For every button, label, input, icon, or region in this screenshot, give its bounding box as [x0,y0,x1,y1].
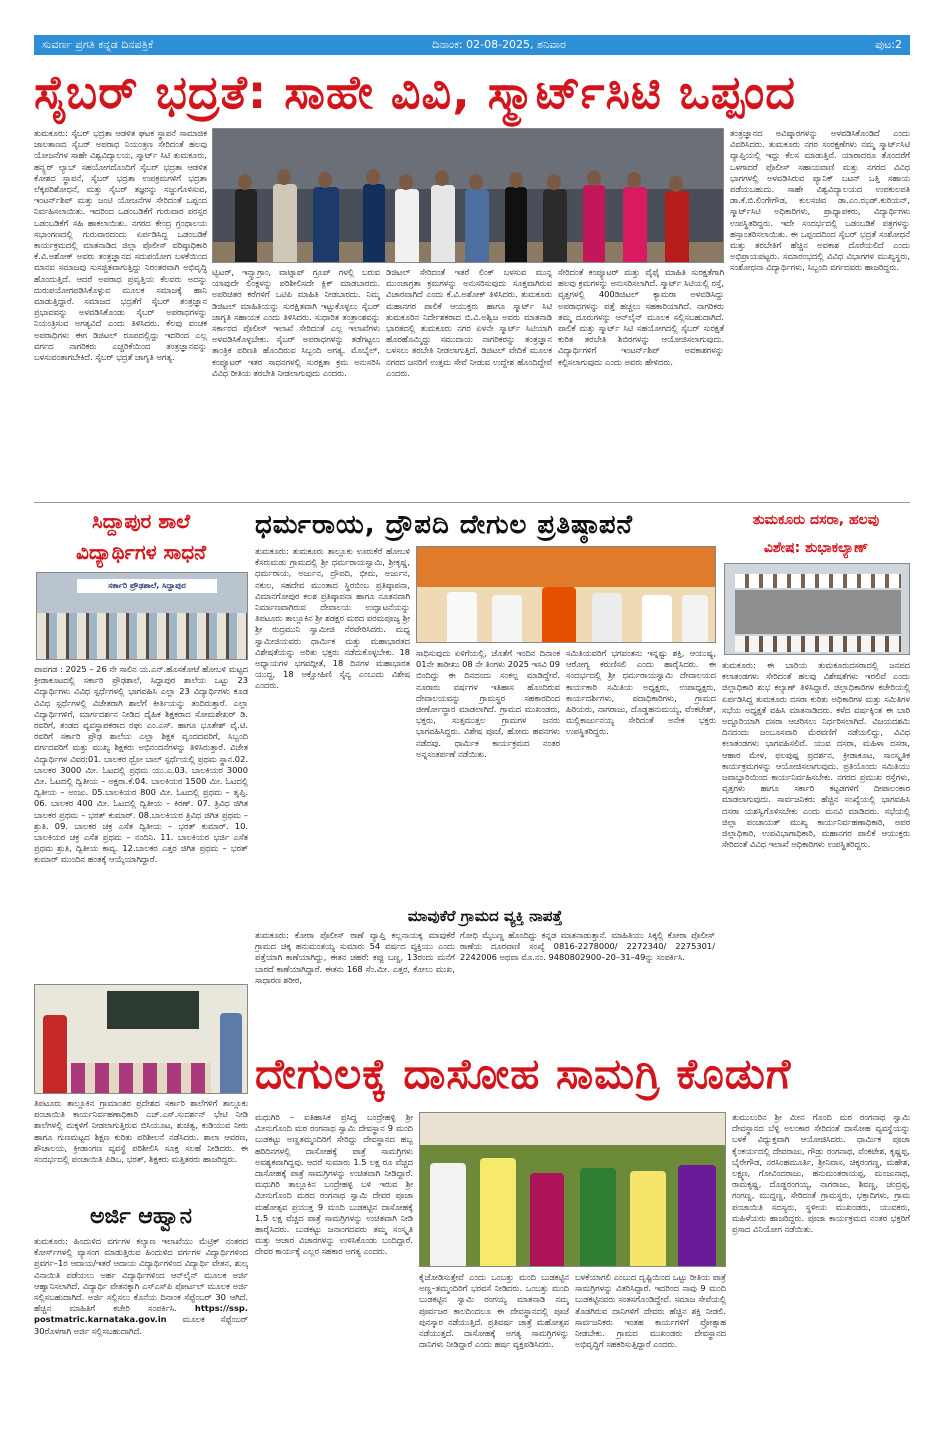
story1-col5: ತಂತ್ರಜ್ಞಾನದ ಅವಿಷ್ಕಾರಗಳನ್ನು ಅಳವಡಿಸಿಕೊಂಡಿದೆ ಎಂದು ವಿವರಿಸಿದರು. ತುಮಕೂರು ನಗರ ಸಂರಕ್ಷಣೆಗಳು ನಮ್ಮ ಸ್ಮಾರ್ಟ್‌ಸಿಟಿ ವ್ಯಾಪ್ತಿಯಲ್ಲಿ ಇದ್ದು ಕೆಲಸ ಮಾಡುತ್ತಿವೆ. ಯಾರಾದರೂ ತೊಂದರೆಗೆ ಒಳಗಾದರೆ ಪೊಲೀಸ್ ಸಹಾಯವಾಣಿ ಮತ್ತು ನಗರದ ವಿವಿಧ ಭಾಗಗಳಲ್ಲಿ ಅಳವಡಿಸಿರುವ ಪ್ಯಾನಿಕ್ ಬಟನ್ ಒತ್ತಿ ಸಹಾಯ ಪಡೆಯಬಹುದು. ಸಾಹೇ ವಿಶ್ವವಿದ್ಯಾಲಯದ ಉಪಕುಲಪತಿ ಡಾ.ಕೆ.ಬಿ.ಲಿಂಗೇಗೌಡ, ಕುಲಸಚಿವ ಡಾ.ಎಂ.ಝಡ್.ಕುರಿಯನ್, ಸ್ಮಾರ್ಟ್‌ಸಿಟಿ ಅಧಿಕಾರಿಗಳು, ಪ್ರಾಧ್ಯಾಪಕರು, ವಿದ್ಯಾರ್ಥಿಗಳು ಉಪಸ್ಥಿತರಿದ್ದರು. ಇದೇ ಸಂದರ್ಭದಲ್ಲಿ ಒಡಂಬಡಿಕೆ ಪತ್ರಗಳನ್ನು ಹಸ್ತಾಂತರಿಸಲಾಯಿತು. ಈ ಒಪ್ಪಂದದಿಂದ ಸೈಬರ್ ಭದ್ರತೆ ಸಂಶೋಧನೆ ಮತ್ತು ತರಬೇತಿಗೆ ಹೆಚ್ಚಿನ ಅವಕಾಶ ದೊರೆಯಲಿದೆ ಎಂದು ಅಭಿಪ್ರಾಯಪಟ್ಟರು. ಸಮಾರಂಭದಲ್ಲಿ ವಿವಿಧ ವಿಭಾಗಗಳ ಮುಖ್ಯಸ್ಥರು, ಸಂಶೋಧನಾ ವಿದ್ಯಾರ್ಥಿಗಳು, ಸಿಬ್ಬಂದಿ ವರ್ಗದವರು ಹಾಜರಿದ್ದರು. [730,128,910,273]
story6-photo [419,1112,726,1267]
story6-col4: ತುಮುಲುರಿನ ಶ್ರೀ ಮೀನ ಗೊಂದಿ ಮಠ ರಂಗನಾಥ ಸ್ವಾಮಿ ದೇವಸ್ಥಾನದ ಬೆಳ್ಳಿ ಅಲಂಕಾರ ಸೇರಿದಂತೆ ದಾಸೋಹ ವ್ಯವಸ್ಥೆಯನ್ನು ಬಳಕೆ ವಿಧ್ಯುಕ್ತವಾಗಿ ಆಯೋಜಿಸಿದರು. ಧಾರ್ಮಿಕ ಪೂಜಾ ಕೈಂಕರ್ಯದಲ್ಲಿ ದೇವರಾಜು, ಗೌಡ್ರು ರಂಗನಾಥ, ವೆಂಕಟೇಶ, ಕೃಷ್ಣಪ್ಪ, ಬೈರೇಗೌಡ, ನರಸಿಂಹಮೂರ್ತಿ, ಶ್ರೀನಿವಾಸ, ಚಿಕ್ಕರಂಗಣ್ಣ, ಮಹೇಶ, ಲಕ್ಷ್ಮಣ, ಗೋವಿಂದರಾಜು, ಹನುಮಂತರಾಯಪ್ಪ, ಮಂಜುನಾಥ, ರಾಮಕೃಷ್ಣ, ದೊಡ್ಡರಂಗಯ್ಯ, ನಾಗರಾಜು, ಶಿವಣ್ಣ, ಚಂದ್ರಪ್ಪ, ಗಂಗಣ್ಣ, ಮುದ್ದಣ್ಣ, ಸೇರಿದಂತೆ ಗ್ರಾಮಸ್ಥರು, ಭಕ್ತಾದಿಗಳು, ಗ್ರಾಮ ಪಂಚಾಯಿತಿ ಸದಸ್ಯರು, ಸ್ಥಳೀಯ ಮುಖಂಡರು, ಯುವಕರು, ಮಹಿಳೆಯರು ಹಾಜರಿದ್ದರು. ಪೂಜಾ ಕಾರ್ಯಕ್ರಮದ ನಂತರ ಭಕ್ತರಿಗೆ ಪ್ರಸಾದ ವಿನಿಯೋಗ ನಡೆಯಿತು. [732,1112,910,1235]
story7-body: ತಿಪಟೂರು ತಾಲ್ಲೂಕಿನ ಗ್ರಾಮಾಂತರ ಪ್ರದೇಶದ ಸರ್ಕಾರಿ ಶಾಲೆಗಳಿಗೆ ತಾಲ್ಲೂಕು ಪಂಚಾಯಿತಿ ಕಾರ್ಯನಿರ್ವಹಣಾಧಿಕಾರಿ ಎಚ್.ಎಸ್.ಸುದರ್ಶನ್ ಭೇಟಿ ನೀಡಿ ಶಾಲೆಗಳಲ್ಲಿ ಮಕ್ಕಳಿಗೆ ನೀಡಲಾಗುತ್ತಿರುವ ಬಿಸಿಯೂಟ, ಶುಚಿತ್ವ, ಕುಡಿಯುವ ನೀರು ಹಾಗೂ ಗುಣಮಟ್ಟದ ಶಿಕ್ಷಣ ಕುರಿತು ಪರಿಶೀಲನೆ ನಡೆಸಿದರು. ಶಾಲಾ ಆವರಣ, ಶೌಚಾಲಯ, ಕ್ರೀಡಾಂಗಣ ವ್ಯವಸ್ಥೆ ಪರಿಶೀಲಿಸಿ ಸೂಕ್ತ ಸಲಹೆ ನೀಡಿದರು. ಈ ಸಂದರ್ಭದಲ್ಲಿ ಪಂಚಾಯಿತಿ ಪಿಡಿಒ, ಭರತ್, ಶಿಕ್ಷಕರು ಮತ್ತಿತರರು ಹಾಜರಿದ್ದರು. [34,1098,248,1165]
story2-headline-line2: ವಿದ್ಯಾರ್ಥಿಗಳ ಸಾಧನೆ [75,540,207,564]
story3-col1: ತುಮಕೂರು: ತುಮಕೂರು ತಾಲ್ಲೂಕು ಊರುಕೆರೆ ಹೋಬಳಿ ಕೆಸರುಮಡು ಗ್ರಾಮದಲ್ಲಿ ಶ್ರೀ ಧರ್ಮರಾಯಸ್ವಾಮಿ, ಶ್ರೀಕೃಷ್ಣ, ಧರ್ಮರಾಯ, ಅರ್ಜುನ, ದ್ರೌಪದಿ, ಭೀಮ, ಅರ್ಜುನ, ನಕುಲ, ಸಹದೇವ ಮುಂತಾದ ಸ್ಥಿರಬಿಂಬ ಪ್ರತಿಷ್ಠಾಪನಾ, ವಿಮಾನಗೋಪುರ ಕಲಶ ಪ್ರತಿಷ್ಠಾಪನಾ ಹಾಗೂ ನೂತನವಾಗಿ ನಿರ್ಮಾಣವಾಗಿರುವ ದೇವಾಲಯ ಉದ್ಘಾಟನೆಯನ್ನು ತಿಪಟೂರು ತಾಲ್ಲೂಕಿನ ಶ್ರೀ ಶಡಕ್ಷರ ಮಠದ ಪರಮಪೂಜ್ಯ ಶ್ರೀ ಶ್ರೀ ರುದ್ರಮುನಿ ಸ್ವಾಮೀಜಿ ನೆರವೇರಿಸಿದರು. ಮಧ್ಯ ಸ್ವಾಮೀಜಿಯವರು ಧಾರ್ಮಿಕ ಮತ್ತು ಮಹಾಭಾರತದ ವಿಶೇಷತೆಯನ್ನು ಅರಿತು ಭಕ್ತರು ನಡೆದುಕೊಳ್ಳಬೇಕು. 18 ಅಧ್ಯಾಯಗಳ ಭಗವದ್ಗೀತೆ, 18 ದಿನಗಳ ಮಹಾಭಾರತ ಯುದ್ಧ, 18 ಅಕ್ಷೋಹಿಣಿ ಸೈನ್ಯ ಎಂಬುದು ವಿಶೇಷ ಎಂದರು. [255,546,410,691]
story8-text: ತುಮಕೂರು: ಹಿಂದುಳಿದ ವರ್ಗಗಳ ಕಲ್ಯಾಣ ಇಲಾಖೆಯು ಮೆಟ್ರಿಕ್ ನಂತರದ ಕೋರ್ಸ್‌ಗಳಲ್ಲಿ ವ್ಯಾಸಂಗ ಮಾಡುತ್ತಿರುವ ಹಿಂದುಳಿದ ವರ್ಗಗಳ ವಿದ್ಯಾರ್ಥಿಗಳಿಂದ ಪ್ರವರ್ಗ–1ರ ಆದಾಯ/ಇತರೆ ಆದಾಯ ವಿದ್ಯಾರ್ಥಿಗಳಿಂದ ವಿದ್ಯಾರ್ಥಿ ವೇತನ, ಶುಲ್ಕ ವಿನಾಯಿತಿ ಪಡೆಯಲು ಅರ್ಹ ವಿದ್ಯಾರ್ಥಿಗಳಿಂದ ಆನ್‌ಲೈನ್ ಮೂಲಕ ಅರ್ಜಿ ಆಹ್ವಾನಿಸಲಾಗಿದೆ. ವಿದ್ಯಾರ್ಥಿ ವೇತನಕ್ಕಾಗಿ ಎಸ್‌ಎಸ್‌ಪಿ ಪೋರ್ಟಲ್ ಮೂಲಕ ಅರ್ಜಿ ಸಲ್ಲಿಸಬಹುದಾಗಿದೆ. ಅರ್ಜಿ ಸಲ್ಲಿಸಲು ಕೊನೆಯ ದಿನಾಂಕ ಸೆಪ್ಟೆಂಬರ್ 30 ಆಗಿದೆ. ಹೆಚ್ಚಿನ ಮಾಹಿತಿಗೆ ಕಚೇರಿ ಸಂಪರ್ಕಿಸಿ. [34,1236,248,1314]
story3-photo [416,546,716,643]
story1-photo [212,128,724,263]
story5-col1: ತುಮಕೂರು: ಕೋರಾ ಪೊಲೀಸ್ ಠಾಣೆ ವ್ಯಾಪ್ತಿ ಕಲ್ಲನಾಯಕ್ಕ ಮಾವುಕೆರೆ ಗ್ರಾಮದ ಚಿಕ್ಕ ಹನುಮಂತಯ್ಯ ಸುಮಾರು 54 ವರ್ಷದ ವ್ಯಕ್ತಿಯು ಎಂದು ಪತ್ತೆಯಾಗಿ ಕಾಣೆಯಾಗಿದ್ದು, ಈತನ ಚಹರೆ: ಕಪ್ಪು ಬಣ್ಣ, 13ರಂದು ಮನೆಗೆ ಬಾರದೆ ಕಾಣೆಯಾಗಿದ್ದಾರೆ. ಈತನು 168 ಸೆಂ.ಮೀ. ಎತ್ತರ, ಕೋಲು ಮುಖ, ಸಾಧಾರಣ ಶರೀರ, [255,930,455,985]
page-number: ಪುಟ:2 [875,38,902,51]
issue-date: ದಿನಾಂಕ: 02-08-2025, ಶನಿವಾರ [432,38,566,51]
story3-col2: ಸಾಧಿಸುವುದು ಏಳಿಗೆಯಲ್ಲಿ, ಜೊತೆಗೆ ಇಂದಿನ ದಿನಾಂಕ 01ನೇ ತಾರೀಖು 08 ನೇ ತಿಂಗಳು 2025 ಇಸವಿ 09 ಬಿಂದಿದ್ದು ಈ ದಿನದಂದು ಸಂಕಲ್ಪ ಮಾಡಿದ್ದೇವೆ. ನೂರಾರು ವರ್ಷಗಳ ಇತಿಹಾಸ ಹೊಂದಿರುವ ದೇವಾಲಯವನ್ನು ಗ್ರಾಮಸ್ಥರ ಸಹಕಾರದಿಂದ ಜೀರ್ಣೋದ್ಧಾರ ಮಾಡಲಾಗಿದೆ. ಗ್ರಾಮದ ಮುಖಂಡರು, ಭಕ್ತರು, ಸುತ್ತಮುತ್ತಲ ಗ್ರಾಮಗಳ ಜನರು ಭಾಗವಹಿಸಿದ್ದರು. ವಿಶೇಷ ಪೂಜೆ, ಹೋಮ ಹವನಗಳು ನಡೆದವು. ಧಾರ್ಮಿಕ ಕಾರ್ಯಕ್ರಮದ ನಂತರ ಅನ್ನಸಂತರ್ಪಣೆ ನಡೆಯಿತು. [416,648,560,759]
story8-tail: ಮೂಲಕ ಸೆಪ್ಟೆಂಬರ್ 30ರೊಳಗಾಗಿ ಅರ್ಜಿ ಸಲ್ಲಿಸಬಹುದಾಗಿದೆ. [34,1314,248,1336]
story6-col2: ಕೈಜೋಡಿಸುತ್ತೇವೆ ಎಂದು ಒಂಬತ್ತು ಮಂದಿ ಬುಡಕಟ್ಟಿನ ಅಣ್ಣ–ತಮ್ಮಂದಿರಿಗೆ ಭರವಸೆ ನೀಡಿದರು. ಒಂಬತ್ತು ಮಂದಿ ಬುಡಕಟ್ಟಿನ ಸ್ವಾಮಿ ರಂಗಯ್ಯ ಮಾತನಾಡಿ ನಮ್ಮ ಪೂರ್ವಜರ ಕಾಲದಿಂದಲೂ ಈ ದೇವಸ್ಥಾನದಲ್ಲಿ ಪೂಜೆ ಪುನಸ್ಕಾರ ನಡೆಯುತ್ತಿದೆ. ಪ್ರತಿವರ್ಷ ಜಾತ್ರೆ ಮಹೋತ್ಸವ ನಡೆಯುತ್ತದೆ. ದಾಸೋಹಕ್ಕೆ ಅಗತ್ಯ ಸಾಮಗ್ರಿಗಳನ್ನು ದಾನಿಗಳು ನೀಡಿದ್ದಾರೆ ಎಂದು ಹರ್ಷ ವ್ಯಕ್ತಪಡಿಸಿದರು. [419,1272,569,1350]
story8-headline: ಅರ್ಜಿ ಆಹ್ವಾನ [89,1204,193,1229]
story8-link1[interactable]: https://ssp. [194,1303,248,1314]
school-banner: ಸರ್ಕಾರಿ ಪ್ರೌಢಶಾಲೆ, ಸಿದ್ದಾಪುರ [77,579,217,593]
masthead-strip [34,35,910,55]
story1-col1: ತುಮಕೂರು: ಸೈಬರ್ ಭದ್ರತಾ ಆಡಳಿತ ಘಟಕ ಸ್ಥಾಪನೆ ಸಾಮಾಜಿಕ ಜಾಲತಾಣದ ಸೈಬರ್ ಅಪರಾಧ ನಿಯಂತ್ರಣ ಸೇರಿದಂತೆ ಹಲವು ಯೋಜನೆಗಳ ಸಾಹೇ ವಿಶ್ವವಿದ್ಯಾಲಯ, ಸ್ಮಾರ್ಟ್ ಸಿಟಿ ತುಮಕೂರು, ಹನ್ಸ್ಬರ್ ಲ್ಯಾಬ್ ಸಹಯೋಗದೊಂದಿಗೆ ಸೈಬರ್ ಭದ್ರತಾ ಆಡಳಿತ ಕೋಶದ ಸ್ಥಾಪನೆ, ಸೈಬರ್ ಭದ್ರತಾ ಉಪಕ್ರಮಗಳಿಗೆ ಭದ್ರತಾ ಲೆಕ್ಕಪರಿಶೋಧನೆ, ಮತ್ತು ಸೈಬರ್ ತಜ್ಞರನ್ನು ಸಜ್ಜುಗೊಳಿಸುವ, ಇಂಟರ್ನ್‌ಶಿಪ್ ಮತ್ತು ಜಂಟಿ ಯೋಜನೆಗಳ ಸೇರಿದಂತೆ ಒಪ್ಪಂದ ನಿರ್ವಹಿಸಲಾಯಿತು. ಇದರಿಂದ ಒಡಂಬಡಿಕೆಗೆ ಗುರುವಾರ ಪರಸ್ಪರ ಒಡಂಬಡಿಕೆಗೆ ಸಹಿ ಹಾಕಲಾಯಿತು. ನಗರದ ಕೇಂದ್ರ ಗ್ರಂಥಾಲಯ ಸಭಾಂಗಣದಲ್ಲಿ ಗುರುವಾರದಂದು ಏರ್ಪಡಿಸಿದ್ದ ಒಡಂಬಡಿಕೆ ಕಾರ್ಯಕ್ರಮದಲ್ಲಿ ಮಾತನಾಡಿದ ಜಿಲ್ಲಾ ಪೊಲೀಸ್ ವರಿಷ್ಠಾಧಿಕಾರಿ ಕೆ.ವಿ.ಅಶೋಕ್ ಅವರು ತಂತ್ರಜ್ಞಾನದ ಸದುಪಯೋಗ ಬಳಕೆಯಿಂದ ಮಾನವ ಸಮಾಜವು ಸುಸಜ್ಜಿತವಾಗುತ್ತಿದ್ದು ನಿರಂತರವಾಗಿ ಅಭಿವೃದ್ಧಿ ಹೊಂದುತ್ತಿದೆ. ಆದರೆ ಅಪರಾಧ ಪ್ರವೃತ್ತಿಯ ಕೆಲವರು ಅದನ್ನು ದುರುಪಯೋಗಪಡಿಸಿಕೊಳ್ಳುವ ಮೂಲಕ ಸಮಾಜಕ್ಕೆ ಹಾನಿ ಮಾಡುತ್ತಿದ್ದಾರೆ. ಸಮಾಜದ ಭದ್ರತೆಗೆ ಸೈಬರ್ ತಂತ್ರಜ್ಞಾನ ಪ್ರಭಾವವನ್ನು ಅಳವಡಿಸಿಕೊಂಡು ಸೈಬರ್ ಅಪರಾಧಗಳನ್ನು ನಿಯಂತ್ರಿಸುವ ಅಗತ್ಯವಿದೆ ಎಂದು ತಿಳಿಸಿದರು. ಕೆಲವು ವಂಚಕ ಅಪರಾಧಿಗಳು ಈಗ ಡಿಜಿಟಲ್ ರೂಪದಲ್ಲಿದ್ದು ಇದರಿಂದ ಎಲ್ಲ ವರ್ಗದ ನಾಗರಿಕರು ಎಚ್ಚರಿಕೆಯಿಂದ ತಂತ್ರಜ್ಞಾನವನ್ನು ಬಳಸುವಂತಾಗಬೇಕಿದೆ. ಸೈಬರ್ ಭದ್ರತೆ ಜಾಗೃತಿ ಅಗತ್ಯ. [34,128,207,363]
story5-headline: ಮಾವುಕೆರೆ ಗ್ರಾಮದ ವ್ಯಕ್ತಿ ನಾಪತ್ತೆ [407,907,563,925]
story4-headline-line1: ತುಮಕೂರು ದಸರಾ, ಹಲವು [752,512,880,528]
story2-headline [34,506,248,568]
story4-photo [724,563,910,655]
story1-col4: ಸೇರಿದಂತೆ ಕಂಪ್ಯೂಟರ್ ಮತ್ತು ವೈಫೈ ಮಾಹಿತಿ ಸುರಕ್ಷತೆಗಾಗಿ ಹಲವು ಕ್ರಮಗಳನ್ನು ಅನುಸರಿಸಲಾಗಿದೆ. ಸ್ಮಾರ್ಟ್ ಸಿಟಿಯಲ್ಲಿ ರಸ್ತೆ, ವೃತ್ತಗಳಲ್ಲಿ 400ಡಿಜಿಟಲ್ ಕ್ಯಾಮರಾ ಅಳವಡಿಸಿದ್ದು ಅಪರಾಧಗಳನ್ನು ಪತ್ತೆ ಹಚ್ಚಲು ಸಹಕಾರಿಯಾಗಿದೆ. ನಾಗರಿಕರು ತಮ್ಮ ದೂರುಗಳನ್ನು ಆನ್‌ಲೈನ್ ಮೂಲಕ ಸಲ್ಲಿಸಬಹುದಾಗಿದೆ. ಪಾಲಿಕೆ ಮತ್ತು ಸ್ಮಾರ್ಟ್ ಸಿಟಿ ಸಹಯೋಗದಲ್ಲಿ ಸೈಬರ್ ಸುರಕ್ಷತೆ ಕುರಿತ ತರಬೇತಿ ಶಿಬಿರಗಳನ್ನು ಆಯೋಜಿಸಲಾಗುವುದು. ವಿದ್ಯಾರ್ಥಿಗಳಿಗೆ ಇಂಟರ್ನ್‌ಶಿಪ್ ಅವಕಾಶಗಳನ್ನು ಕಲ್ಪಿಸಲಾಗುವುದು ಎಂದು ಅವರು ಹೇಳಿದರು. [558,267,724,367]
story8-link2[interactable]: postmatric.karnataka.gov.in [34,1314,167,1325]
story1-col3: ಡಿಜಿಟಲ್ ಸೇರಿದಂತೆ ಇತರೆ ಲಿಂಕ್ ಬಳಸುವ ಮುನ್ನ ಮುಂಜಾಗ್ರತಾ ಕ್ರಮಗಳನ್ನು ಅನುಸರಿಸುವುದು ಸೂಕ್ತವಾಗಿರುವ ವಿಚಾರವಾಗಿದೆ ಎಂದು ಕೆ.ವಿ.ಅಶೋಕ್ ತಿಳಿಸಿದರು. ತುಮಕೂರು ಮಹಾನಗರ ಪಾಲಿಕೆ ಆಯುಕ್ತರು ಹಾಗೂ ಸ್ಮಾರ್ಟ್ ಸಿಟಿ ತುಮಕೂರಿನ ನಿರ್ದೇಶಕರಾದ ಬಿ.ವಿ.ಅಶ್ವಿಜ ಅವರು ಮಾತನಾಡಿ ಭಾರತದಲ್ಲಿ ತುಮಕೂರು ನಗರ ಏಳನೇ ಸ್ಮಾರ್ಟ್ ಸಿಟಿಯಾಗಿ ಹೊರಹೊಮ್ಮಿದ್ದು ಸಮುದಾಯ ನಾಗರಿಕರನ್ನು ತಂತ್ರಜ್ಞಾನ ಬಳಸಲು ತರಬೇತಿ ನೀಡಲಾಗುತ್ತಿದೆ. ಡಿಜಿಟಲ್ ವೇದಿಕೆ ಮೂಲಕ ನಗರದ ಜನರಿಗೆ ಉತ್ತಮ ಸೇವೆ ನೀಡುವ ಉದ್ದೇಶ ಹೊಂದಿದ್ದೇವೆ ಎಂದರು. [386,267,552,378]
story8-body [34,1236,248,1432]
story3-headline: ಧರ್ಮರಾಯ, ದ್ರೌಪದಿ ದೇಗುಲ ಪ್ರತಿಷ್ಠಾಪನೆ [255,510,633,540]
story2-photo [36,572,248,660]
story6-col3: ಬಳಕೆಯಾಗಲಿ ಎಂಬುದ ದೃಷ್ಟಿಯಿಂದ ಒಟ್ಟು ರೀತಿಯ ಪಾತ್ರೆ ಸಾಮಗ್ರಿಗಳನ್ನು ವಿತರಿಸಿದ್ದಾರೆ. ಇದರಿಂದ ನಾವು 9 ಮಂದಿ ಬುಡಕಟ್ಟಿನವರು ಸಂತಸಗೊಂಡಿದ್ದೇವೆ. ಸಮಾಜ ಸೇವೆಯಲ್ಲಿ ತೊಡಗಿರುವ ದಾನಿಗಳಿಗೆ ದೇವರು ಹೆಚ್ಚಿನ ಶಕ್ತಿ ನೀಡಲಿ. ಸಾರ್ವಜನಿಕರು ಇಂತಹ ಕಾರ್ಯಗಳಿಗೆ ಪ್ರೋತ್ಸಾಹ ನೀಡಬೇಕು. ಗ್ರಾಮದ ಮುಖಂಡರು ದೇವಸ್ಥಾನದ ಅಭಿವೃದ್ಧಿಗೆ ಸಹಕರಿಸುತ್ತಿದ್ದಾರೆ ಎಂದರು. [575,1272,726,1350]
story3-col3: ಸಮಿತಿಯವರಿಗೆ ಭಗವಂತನು ಇನ್ನಷ್ಟು ಶಕ್ತಿ, ಆಯುಷ್ಯ, ಆರೋಗ್ಯ ಕರುಣಿಸಲಿ ಎಂದು ಹಾರೈಸಿದರು. ಈ ಸಂದರ್ಭದಲ್ಲಿ ಶ್ರೀ ಧರ್ಮರಾಯಸ್ವಾಮಿ ದೇವಾಲಯದ ಕಾರ್ಯಕಾರಿ ಸಮಿತಿಯ ಅಧ್ಯಕ್ಷರು, ಉಪಾಧ್ಯಕ್ಷರು, ಕಾರ್ಯದರ್ಶಿಗಳು, ಪದಾಧಿಕಾರಿಗಳು, ಗ್ರಾಮದ ಹಿರಿಯರು, ನಾಗರಾಜು, ದೊಡ್ಡಹನುಮಯ್ಯ, ವೆಂಕಟೇಶ್, ಮಲ್ಲಿಕಾರ್ಜುನಯ್ಯ ಸೇರಿದಂತೆ ಅನೇಕ ಭಕ್ತರು ಉಪಸ್ಥಿತರಿದ್ದರು. [566,648,716,737]
story7-photo [34,984,248,1094]
story2-body: ಪಾವಗಡ : 2025 – 26 ನೇ ಸಾಲಿನ ಯ.ಎನ್.ಹೊಸಕೋಟೆ ಹೋಬಳಿ ಮಟ್ಟದ ಕ್ರೀಡಾಕೂಟದಲ್ಲಿ ಸರ್ಕಾರಿ ಪ್ರೌಢಶಾಲೆ, ಸಿದ್ದಾಪುರ ಶಾಲೆಯ ಒಟ್ಟು 23 ವಿದ್ಯಾರ್ಥಿಗಳು ವಿವಿಧ ಸ್ಪರ್ಧೆಗಳಲ್ಲಿ ಭಾಗವಹಿಸಿ ಎಲ್ಲಾ 23 ವಿದ್ಯಾರ್ಥಿಗಳು ಕೂಡ ವಿವಿಧ ಸ್ಪರ್ಧೆಗಳಲ್ಲಿ ವಿಜೇತರಾಗಿ ಶಾಲೆಗೆ ಕೀರ್ತಿಯನ್ನು ತಂದಿರುತ್ತಾರೆ. ಎಲ್ಲಾ ವಿದ್ಯಾರ್ಥಿಗಳಿಗೆ, ಮಾರ್ಗದರ್ಶನ ನೀಡಿದ ದೈಹಿಕ ಶಿಕ್ಷಕರಾದ ಸೋಮಶೇಖರ್ ಡಿ. ರವರಿಗೆ, ತಂಡದ ವ್ಯವಸ್ಥಾಪಕರಾದ ರಘು ಎಂ.ಎಸ್. ಹಾಗೂ ಭೂತೇಶ್ ವೈ.ಟಿ. ರವರಿಗೆ ಸರ್ಕಾರಿ ಪ್ರೌಢ ಶಾಲೆಯ ಎಲ್ಲಾ ಶಿಕ್ಷಕ ವೃಂದದವರಿಗೆ, ಸಿಬ್ಬಂದಿ ವರ್ಗದವರಿಗೆ ಮತ್ತು ಮುಖ್ಯ ಶಿಕ್ಷಕರು ಅಭಿನಂದನೆಗಳನ್ನು ತಿಳಿಸಿರುತ್ತಾರೆ. ವಿಜೇತ ವಿದ್ಯಾರ್ಥಿಗಳ ವಿವರ:01. ಬಾಲಕರ ಥ್ರೋ ಬಾಲ್ ಸ್ಪರ್ಧೆಯಲ್ಲಿ ಪ್ರಥಮ ಸ್ಥಾನ.02. ಬಾಲಕರ 3000 ಮೀ. ಓಟದಲ್ಲಿ ಪ್ರಥಮ ಯು.ಎ.03. ಬಾಲಕಿಯರ 3000 ಮೀ. ಓಟದಲ್ಲಿ ದ್ವಿತೀಯ – ಅಕ್ಷರಾ.ಕೆ.04. ಬಾಲಕಿಯರ 1500 ಮೀ. ಓಟದಲ್ಲಿ ದ್ವಿತೀಯ – ಅಂಜು. 05.ಬಾಲಕಿಯರ 800 ಮೀ. ಓಟದಲ್ಲಿ ಪ್ರಥಮ – ತೃಪ್ತಿ. 06. ಬಾಲಕರ 400 ಮೀ. ಓಟದಲ್ಲಿ ದ್ವಿತೀಯ – ಕಿರಣ್. 07. ತ್ರಿವಿಧ ಜಿಗಿತ ಬಾಲಕರ ಪ್ರಥಮ – ಭರತ್ ಕುಮಾರ್. 08.ಬಾಲಕಿಯರ ತ್ರಿವಿಧ ಜಿಗಿತ ಪ್ರಥಮ – ಶ್ರುತಿ. 09. ಬಾಲಕರ ಚಕ್ರ ಎಸೆತ ದ್ವಿತೀಯ – ಭರತ್ ಕುಮಾರ್. 10. ಬಾಲಕಿಯರ ಚಕ್ರ ಎಸೆತ ಪ್ರಥಮ – ನಂದಿನಿ. 11. ಬಾಲಕಿಯರ ಭರ್ಜಿ ಎಸೆತ ಪ್ರಥಮ ಶ್ರುತಿ, ದ್ವಿತೀಯ ಕಾವ್ಯ. 12.ಬಾಲಕರ ಎತ್ತರ ಜಿಗಿತ ಪ್ರಥಮ – ಭರತ್ ಕುಮಾರ್ ಮುಂದಿನ ಹಂತಕ್ಕೆ ಆಯ್ಕೆಯಾಗಿದ್ದಾರೆ. [34,664,248,865]
story5-col2: ಗೋಧಿ ಮೈಬಣ್ಣ ಹೊಂದಿದ್ದು ಕನ್ನಡ ಮಾತನಾಡುತ್ತಾನೆ. ಮಾಹಿತಿಯು ಸಿಕ್ಕಲ್ಲಿ ಕೋರಾ ಪೊಲೀಸ್ ಠಾಣೆಯ ದೂರವಾಣಿ ಸಂಖ್ಯೆ 0816-2278000/ 2272340/ 2275301/ 2242006 ಅಥವಾ ಮೊ.ನಂ. 9480802900–20–31–49ನ್ನು ಸಂಪರ್ಕಿಸಿ. [460,930,715,963]
paper-name: ಸುವರ್ಣ ಪ್ರಗತಿ ಕನ್ನಡ ದಿನಪತ್ರಿಕೆ [42,38,154,51]
story4-headline [722,506,910,562]
story6-headline: ದೇಗುಲಕ್ಕೆ ದಾಸೋಹ ಸಾಮಗ್ರಿ ಕೊಡುಗೆ [255,1049,792,1098]
story2-headline-line1: ಸಿದ್ದಾಪುರ ಶಾಲೆ [91,509,191,533]
divider [34,502,910,503]
story4-body: ತುಮಕೂರು: ಈ ಬಾರಿಯ ತುಮಕೂರುದಸರಾದಲ್ಲಿ ಜನಪದ ಕಲಾತಂಡಗಳು ಸೇರಿದಂತೆ ಹಲವು ವಿಶೇಷತೆಗಳು ಇರಲಿವೆ ಎಂದು ಜಿಲ್ಲಾಧಿಕಾರಿ ಶುಭ ಕಲ್ಯಾಣ್ ತಿಳಿಸಿದ್ದಾರೆ. ಜಿಲ್ಲಾಧಿಕಾರಿಗಳ ಕಚೇರಿಯಲ್ಲಿ ಏರ್ಪಡಿಸಿದ್ದ ತುಮಕೂರು ದಸರಾ ಕುರಿತು ಅಧಿಕಾರಿಗಳ ಮತ್ತು ಸಮಿತಿಗಳ ಸಭೆಯ ಅಧ್ಯಕ್ಷತೆ ವಹಿಸಿ ಮಾತನಾಡಿದರು. ಕಳೆದ ವರ್ಷಕ್ಕಿಂತ ಈ ಬಾರಿ ಅದ್ದೂರಿಯಾಗಿ ದಸರಾ ಆಚರಿಸಲು ನಿರ್ಧರಿಸಲಾಗಿದೆ. ವಿಜಯದಶಮಿ ದಿನದಂದು ಜಂಬೂಸವಾರಿ ಮೆರವಣಿಗೆ ನಡೆಯಲಿದ್ದು, ವಿವಿಧ ಕಲಾತಂಡಗಳು ಭಾಗವಹಿಸಲಿವೆ. ಯುವ ದಸರಾ, ಮಹಿಳಾ ದಸರಾ, ಆಹಾರ ಮೇಳ, ಫಲಪುಷ್ಪ ಪ್ರದರ್ಶನ, ಕ್ರೀಡಾಕೂಟ, ಸಾಂಸ್ಕೃತಿಕ ಕಾರ್ಯಕ್ರಮಗಳನ್ನು ಆಯೋಜಿಸಲಾಗುವುದು. ಪ್ರತಿಯೊಂದು ಸಮಿತಿಯು ಜವಾಬ್ದಾರಿಯಿಂದ ಕಾರ್ಯನಿರ್ವಹಿಸಬೇಕು. ನಗರದ ಪ್ರಮುಖ ರಸ್ತೆಗಳು, ವೃತ್ತಗಳು ಹಾಗೂ ಸರ್ಕಾರಿ ಕಟ್ಟಡಗಳಿಗೆ ದೀಪಾಲಂಕಾರ ಮಾಡಲಾಗುವುದು. ಸಾರ್ವಜನಿಕರು ಹೆಚ್ಚಿನ ಸಂಖ್ಯೆಯಲ್ಲಿ ಭಾಗವಹಿಸಿ ದಸರಾ ಯಶಸ್ವಿಗೊಳಿಸಬೇಕು ಎಂದು ಮನವಿ ಮಾಡಿದರು. ಸಭೆಯಲ್ಲಿ ಜಿಲ್ಲಾ ಪಂಚಾಯತ್ ಮುಖ್ಯ ಕಾರ್ಯನಿರ್ವಹಣಾಧಿಕಾರಿ, ಅಪರ ಜಿಲ್ಲಾಧಿಕಾರಿ, ಉಪವಿಭಾಗಾಧಿಕಾರಿ, ಮಹಾನಗರ ಪಾಲಿಕೆ ಆಯುಕ್ತರು ಸೇರಿದಂತೆ ವಿವಿಧ ಇಲಾಖೆ ಅಧಿಕಾರಿಗಳು ಉಪಸ್ಥಿತರಿದ್ದರು. [722,660,910,850]
story4-headline-line2: ವಿಶೇಷ: ಶುಭಾಕಲ್ಯಾಣ್ [763,540,869,556]
story1-headline: ಸೈಬರ್ ಭದ್ರತೆ: ಸಾಹೇ ವಿವಿ, ಸ್ಮಾರ್ಟ್‌ಸಿಟಿ ಒಪ್ಪಂದ [34,65,797,119]
story1-col2: ಟ್ವಿಟರ್, ಇನ್ಸ್ಟಾಗ್ರಾಂ, ವಾಟ್ಸಾಪ್ ಗ್ರೂಪ್ ಗಳಲ್ಲಿ ಬರುವ ಯಾವುದೇ ಲಿಂಕ್ಗಳನ್ನು ಪರಿಶೀಲಿಸದೇ ಕ್ಲಿಕ್ ಮಾಡಬಾರದು. ಅಪರಿಚಿತರ ಕರೆಗಳಿಗೆ ಒಟಿಪಿ ಮಾಹಿತಿ ನೀಡಬಾರದು. ನಿಮ್ಮ ಡಿಜಿಟಲ್ ಮಾಹಿತಿಯನ್ನು ಸುರಕ್ಷಿತವಾಗಿ ಇಟ್ಟುಕೊಳ್ಳಲು ಸೈಬರ್ ಜಾಗೃತಿ ಸಹಾಯಕ ಎಂದು ತಿಳಿಸಿದರು. ಸುಧಾರಿತ ತಂತ್ರಾಂಶವನ್ನು ಸರ್ಕಾರದ ಪೊಲೀಸ್ ಇಲಾಖೆ ಸೇರಿದಂತೆ ಎಲ್ಲ ಇಲಾಖೆಗಳು ಅಳವಡಿಸಿಕೊಳ್ಳಬೇಕು. ಸೈಬರ್ ಅಪರಾಧಗಳನ್ನು ತಡೆಗಟ್ಟಲು ತಾಂತ್ರಿಕ ಪರಿಣತಿ ಹೊಂದಿರುವ ಸಿಬ್ಬಂದಿ ಅಗತ್ಯ. ಮೊಬೈಲ್, ಕಂಪ್ಯೂಟರ್ ಇತರ ಸಾಧನಗಳಲ್ಲಿ ಸುರಕ್ಷತಾ ಕ್ರಮ ಅನುಸರಿಸಿ ವಿವಿಧ ರೀತಿಯ ತರಬೇತಿ ನೀಡಲಾಗುವುದು ಎಂದರು. [212,267,380,378]
story6-col1: ಮಧುಗಿರಿ – ಐತಿಹಾಸಿಕ ಪ್ರಸಿದ್ಧ ಬಂದ್ರೇಹಳ್ಳಿ ಶ್ರೀ ಮೀನುಗೊಂದಿ ಮಠ ರಂಗನಾಥ ಸ್ವಾಮಿ ದೇವಸ್ಥಾನ 9 ಮಂದಿ ಬುಡಕಟ್ಟು ಅಣ್ಣತಮ್ಮಂದಿರಿಗೆ ಸೇರಿದ್ದು ದೇವಸ್ಥಾನದ ಹಬ್ಬ ಹರಿದಿನಗಳಲ್ಲಿ ದಾಸೋಹಕ್ಕೆ ಪಾತ್ರೆ ಸಾಮಗ್ರಿಗಳು ಅವಶ್ಯಕವಾಗಿದ್ದವು. ಆದರೆ ಸುಮಾರು 1.5 ಲಕ್ಷ ರೂ ವೆಚ್ಚದ ದಾಸೋಹಕ್ಕೆ ಪಾತ್ರೆ ಸಾಮಗ್ರಿಗಳನ್ನು ಉಚಿತವಾಗಿ ನೀಡಿದ್ದಾರೆ. ಮಧುಗಿರಿ ತಾಲ್ಲೂಕಿನ ಬಂದ್ರೇಹಳ್ಳಿ ಬಳಿ ಇರುವ ಶ್ರೀ ಮೀನುಗೊಂದಿ ಮಠದ ರಂಗನಾಥ ಸ್ವಾಮಿ ದೇವರ ಪೂಜಾ ಮಹೋತ್ಸವ ಪ್ರಯುಕ್ತ 9 ಮಂದಿ ಬುಡಕಟ್ಟಿನ ದಾಸೋಹಕ್ಕೆ 1.5 ಲಕ್ಷ ವೆಚ್ಚದ ಪಾತ್ರೆ ಸಾಮಗ್ರಿಗಳನ್ನು ಉಚಿತವಾಗಿ ನೀಡಿ ಹಾರೈಸಿದರು. ಬುಡಕಟ್ಟು ಜನಾಂಗದವರು ತಮ್ಮ ಸಂಸ್ಕೃತಿ ಮತ್ತು ಆಚಾರ ವಿಚಾರಗಳನ್ನು ಉಳಿಸಿಕೊಂಡು ಬಂದಿದ್ದಾರೆ. ದೇವರ ಕಾರ್ಯಕ್ಕೆ ಎಲ್ಲರ ಸಹಕಾರ ಅಗತ್ಯ ಎಂದರು. [255,1112,413,1257]
